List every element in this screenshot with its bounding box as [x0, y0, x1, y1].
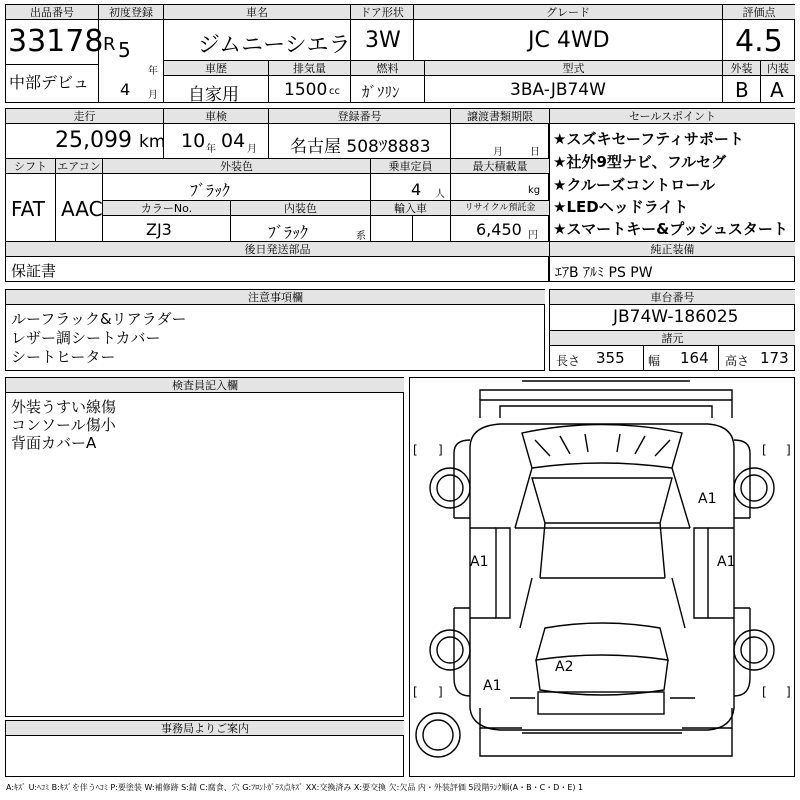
car-diagram — [409, 377, 795, 777]
plate-number: 名古屋 508ﾂ8883 — [290, 137, 431, 157]
damage-mark: A2 — [555, 659, 574, 675]
door-label: ドア形状 — [351, 5, 413, 19]
plate-label: 登録番号 — [269, 109, 450, 123]
capacity-unit: 人 — [435, 189, 445, 200]
score-label: 評価点 — [723, 5, 795, 19]
first-reg-month: 4 — [120, 80, 131, 99]
transfer-day: 日 — [530, 147, 540, 158]
selling-point: ★クルーズコントロール — [553, 176, 715, 194]
equipment-label: 純正装備 — [550, 242, 795, 257]
load-label: 最大積載量 — [451, 159, 549, 173]
damage-mark: A1 — [470, 554, 489, 570]
grade-label: グレード — [414, 5, 722, 19]
model-label: 型式 — [425, 61, 722, 75]
car-name-label: 車名 — [164, 5, 350, 19]
int-color-unit: 系 — [356, 231, 366, 242]
color: ﾌﾞﾗｯｸ — [190, 181, 231, 200]
inspection-year: 10 — [181, 130, 206, 152]
height-label: 高さ — [725, 354, 750, 368]
equipment: ｴｱB ｱﾙﾐ PS PW — [555, 265, 653, 281]
selling-point: ★LEDヘッドライト — [553, 198, 689, 216]
note-line: ルーフラック&リアラダー — [11, 310, 187, 328]
later-parts-label: 後日発送部品 — [6, 242, 549, 256]
later-parts: 保証書 — [11, 262, 57, 280]
height: 173 — [760, 349, 789, 367]
ac: AAC — [61, 197, 103, 221]
inspection-label: 車検 — [164, 109, 268, 123]
month-unit: 月 — [148, 90, 158, 101]
shift: FAT — [11, 197, 46, 221]
mileage-unit: km — [139, 132, 166, 152]
color-no-label: カラーNo. — [103, 201, 230, 215]
width: 164 — [680, 349, 709, 367]
displacement-unit: cc — [329, 86, 340, 97]
svg-text:[: [ — [413, 685, 418, 699]
first-reg-label: 初度登録 — [99, 5, 163, 19]
inspector-line: 背面カバーA — [11, 434, 97, 452]
model: 3BA-JB74W — [510, 80, 606, 100]
damage-mark: A1 — [698, 491, 717, 507]
history-label: 車歴 — [164, 61, 268, 75]
capacity-label: 乗車定員 — [371, 159, 450, 173]
exterior-label: 外装 — [723, 61, 760, 75]
import-label: 輸入車 — [371, 201, 450, 215]
region-label: 中部デビュ — [9, 73, 90, 92]
mileage: 25,099 — [55, 128, 132, 153]
note-line: シートヒーター — [11, 348, 116, 366]
recycle-fee: 6,450 — [476, 220, 522, 239]
damage-mark: A1 — [483, 678, 502, 694]
era: R — [103, 34, 116, 55]
svg-text:[: [ — [762, 685, 767, 699]
inspection-month-unit: 月 — [247, 144, 257, 155]
int-color-label: 内装色 — [231, 201, 370, 215]
inspector-line: コンソール傷小 — [11, 416, 116, 434]
score: 4.5 — [735, 24, 783, 59]
door-type: 3W — [365, 28, 401, 53]
inspector-label: 検査員記入欄 — [6, 378, 404, 393]
lot-number-label: 出品番号 — [6, 5, 98, 19]
damage-mark: A1 — [717, 554, 736, 570]
inspection-year-unit: 年 — [206, 144, 216, 155]
fuel-label: 燃料 — [351, 61, 424, 75]
displacement-label: 排気量 — [269, 61, 350, 75]
lot-number: 33178 — [8, 24, 104, 59]
ac-label: エアコン — [57, 160, 101, 173]
transfer-month: 月 — [493, 147, 503, 158]
load-unit: kg — [528, 185, 541, 196]
first-reg-year: 5 — [118, 38, 131, 62]
chassis-label: 車台番号 — [550, 290, 795, 305]
svg-text:]: ] — [438, 685, 443, 699]
chassis-number: JB74W-186025 — [613, 307, 739, 327]
car-name: ジムニーシエラ — [198, 33, 351, 58]
svg-text:]: ] — [786, 685, 791, 699]
int-color: ﾌﾞﾗｯｸ — [268, 223, 309, 242]
color-label: 外装色 — [103, 159, 370, 173]
selling-point: ★社外9型ナビ、フルセグ — [553, 153, 727, 171]
length-label: 長さ — [556, 354, 581, 368]
color-no: ZJ3 — [146, 220, 172, 239]
mileage-label: 走行 — [6, 109, 163, 123]
displacement: 1500 — [284, 80, 328, 100]
legend: A:ｷｽﾞ U:ﾍｺﾐ B:ｷｽﾞを伴うﾍｺﾐ P:要塗装 W:補修跡 S:錆 C:腐食、穴 G:ﾌﾛﾝﾄｶﾞﾗｽ点ｷｽﾞ XX:交換済み X:要交換 欠:欠品 内・外装評価 5段階ﾗﾝｸ順(A・B・C・D・E) 1 — [6, 783, 584, 792]
inspection-month: 04 — [221, 130, 246, 152]
transfer-label: 譲渡書類期限 — [451, 109, 549, 123]
selling-points-label: セールスポイント — [550, 109, 795, 124]
capacity: 4 — [411, 180, 422, 199]
recycle-unit: 円 — [528, 230, 538, 241]
office-label: 事務局よりご案内 — [6, 721, 404, 736]
grade: JC 4WD — [528, 28, 610, 53]
svg-text:[: [ — [762, 443, 767, 457]
notes-label: 注意事項欄 — [6, 290, 545, 305]
selling-point: ★スマートキー&プッシュスタート — [553, 220, 788, 238]
specs-label: 諸元 — [550, 331, 795, 346]
selling-point: ★スズキセーフティサポート — [553, 130, 744, 148]
fuel: ｶﾞｿﾘﾝ — [362, 83, 400, 101]
note-line: レザー調シートカバー — [11, 329, 161, 347]
history: 自家用 — [188, 85, 239, 105]
recycle-label: リサイクル預託金 — [451, 201, 549, 215]
exterior-score: B — [735, 78, 749, 102]
interior-score: A — [770, 78, 784, 102]
inspector-line: 外装うすい線傷 — [11, 398, 117, 416]
svg-text:]: ] — [786, 443, 791, 457]
svg-text:]: ] — [438, 443, 443, 457]
shift-label: シフト — [6, 159, 55, 173]
year-unit: 年 — [148, 66, 158, 77]
interior-label: 内装 — [761, 61, 795, 75]
length: 355 — [596, 349, 625, 367]
width-label: 幅 — [648, 354, 661, 368]
svg-text:[: [ — [413, 443, 418, 457]
